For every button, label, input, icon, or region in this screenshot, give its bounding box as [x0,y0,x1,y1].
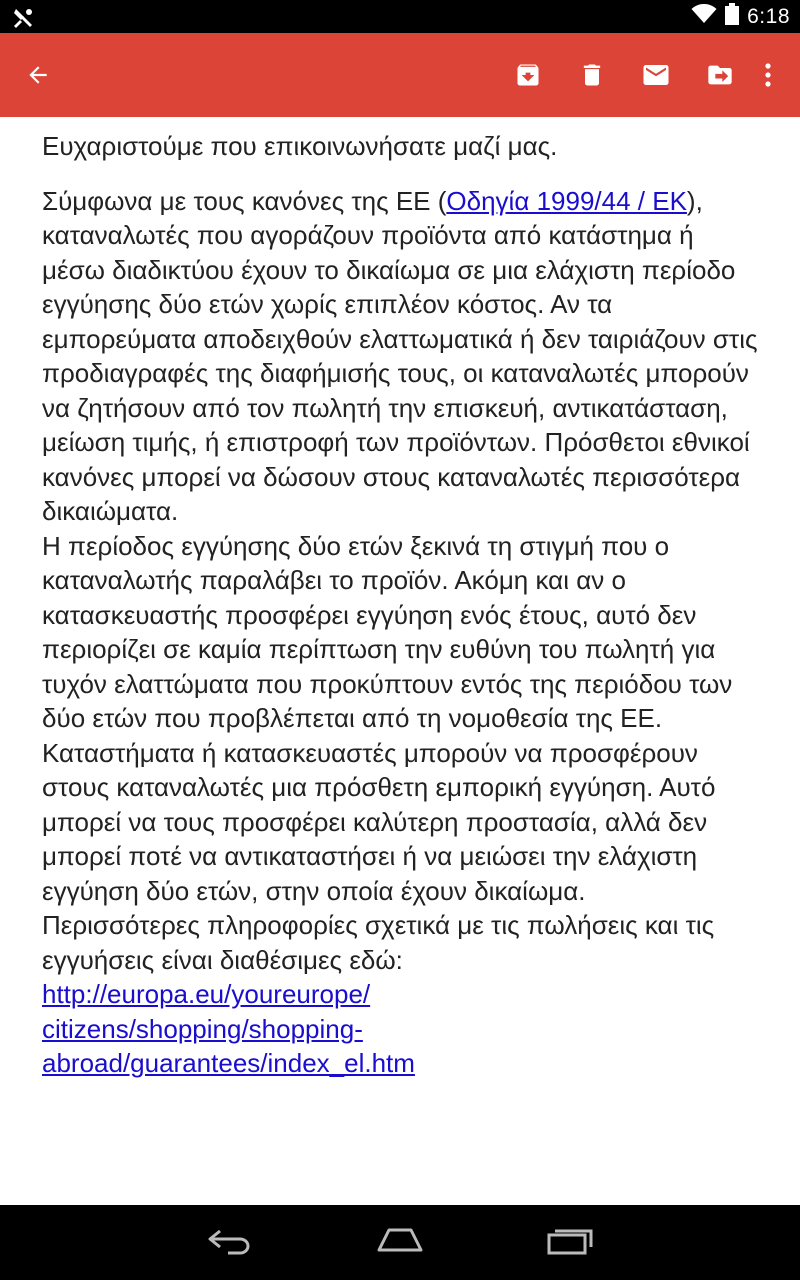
paragraph-guarantee-period: Η περίοδος εγγύησης δύο ετών ξεκινά τη στιγμή που ο καταναλωτής παραλάβει το προϊόν. Ακόμη και αν ο κατασκευαστής προσφέρει εγγύηση ενός έτους, αυτό δεν περιορίζει σε καμία περίπτωση την ευθύνη του πωλητή για τυχόν ελαττώματα που προκύπτουν εντός της περιόδου των δύο ετών που προβλέπεται από τη νομοθεσία της ΕΕ. [42,530,733,733]
message-toolbar [0,33,800,117]
nav-back-icon [206,1225,254,1260]
archive-icon [514,61,542,89]
mail-icon [641,60,671,90]
nav-home-button[interactable] [340,1205,460,1280]
directive-link[interactable]: Οδηγία 1999/44 / ΕΚ [446,185,687,216]
nav-recents-button[interactable] [510,1205,630,1280]
battery-icon [725,3,739,30]
paragraph-more-info: Περισσότερες πληροφορίες σχετικά με τις πωλήσεις και τις εγγυήσεις είναι διαθέσιμες εδώ: [42,910,715,975]
move-to-button[interactable] [692,33,748,117]
message-body [0,117,800,1081]
status-bar [0,0,800,33]
paragraph-rules [42,184,760,529]
archive-button[interactable] [500,33,556,117]
greeting-text: Ευχαριστούμε που επικοινωνήσατε μαζί μας. [42,131,558,161]
back-button[interactable] [10,33,66,117]
clock: 6:18 [747,4,790,28]
info-url-link[interactable]: http://europa.eu/youreurope/ citizens/shopping/shopping- abroad/guarantees/index_el.htm [42,979,415,1078]
arrow-back-icon [25,62,51,88]
paragraph-rules-intro: Σύμφωνα με τους κανόνες της ΕΕ ( [42,185,447,216]
wifi-icon [691,4,717,29]
nav-recents-icon [546,1225,594,1260]
more-vert-icon [763,62,773,88]
message-view[interactable] [0,117,800,1205]
more-options-button[interactable] [748,33,788,117]
nav-back-button[interactable] [170,1205,290,1280]
trash-icon [578,61,606,89]
nav-home-icon [375,1226,425,1259]
system-navigation-bar [0,1205,800,1280]
info-url-link-block [42,977,760,1081]
move-to-folder-icon [706,61,734,89]
delete-button[interactable] [564,33,620,117]
notification-icon [12,6,36,28]
mark-unread-button[interactable] [628,33,684,117]
paragraph-commercial-guarantee: Καταστήματα ή κατασκευαστές μπορούν να προσφέρουν στους καταναλωτές μια πρόσθετη εμπορική εγγύηση. Αυτό μπορεί να τους προσφέρει καλύτερη προστασία, αλλά δεν μπορεί ποτέ να αντικαταστήσει ή να μειώσει την ελάχιστη εγγύηση δύο ετών, στην οποία έχουν δικαίωμα. [42,737,716,906]
paragraph-rules-text: ), καταναλωτές που αγοράζουν προϊόντα από κατάστημα ή μέσω διαδικτύου έχουν το δικαίωμα σε μια ελάχιστη περίοδο εγγύησης δύο ετών χωρίς επιπλέον κόστος. Αν τα εμπορεύματα αποδειχθούν ελαττωματικά ή δεν ταιριάζουν στις προδιαγραφές της διαφήμισής τους, οι καταναλωτές μπορούν να ζητήσουν από τον πωλητή την επισκευή, αντικατάσταση, μείωση τιμής, ή επιστροφή των προϊόντων. Πρόσθετοι εθνικοί κανόνες μπορεί να δώσουν στους καταναλωτές περισσότερα δικαιώματα. [42,185,758,526]
